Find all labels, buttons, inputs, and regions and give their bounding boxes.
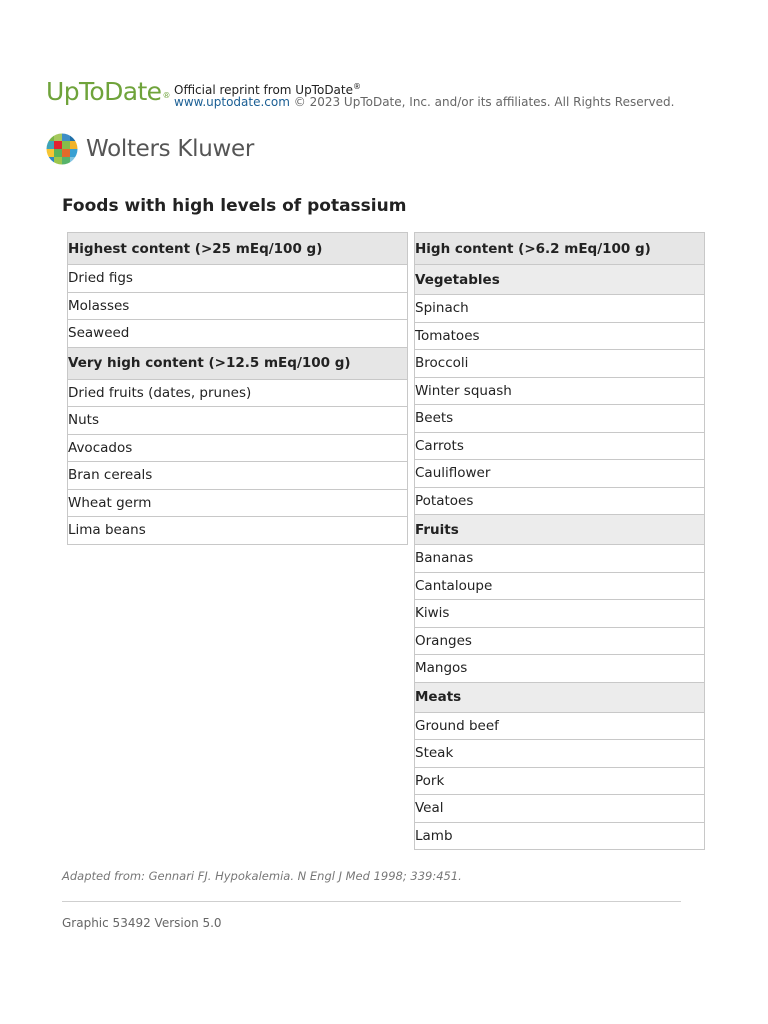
food-item-row (68, 517, 408, 545)
food-item: Bananas (415, 545, 705, 573)
food-item-row (415, 432, 705, 460)
uptodate-link[interactable]: www.uptodate.com (174, 95, 290, 109)
divider (62, 901, 681, 902)
food-item-row (68, 292, 408, 320)
food-item: Potatoes (415, 487, 705, 515)
food-item-row (68, 320, 408, 348)
category-heading-row (68, 347, 408, 379)
food-group-heading-row (415, 265, 705, 295)
food-item: Wheat germ (68, 489, 408, 517)
food-item: Oranges (415, 627, 705, 655)
food-item: Veal (415, 795, 705, 823)
wolters-kluwer-globe-icon (46, 133, 78, 165)
food-item-row (68, 489, 408, 517)
food-item: Seaweed (68, 320, 408, 348)
food-item: Cantaloupe (415, 572, 705, 600)
food-item: Ground beef (415, 712, 705, 740)
category-heading-row (415, 233, 705, 265)
food-item: Lima beans (68, 517, 408, 545)
food-item-row (415, 350, 705, 378)
food-item: Dried figs (68, 265, 408, 293)
category-heading: High content (>6.2 mEq/100 g) (415, 233, 705, 265)
food-item: Spinach (415, 295, 705, 323)
reprint-mark: ® (353, 82, 361, 91)
source-citation: Adapted from: Gennari FJ. Hypokalemia. N Engl J Med 1998; 339:451. (62, 869, 462, 883)
food-group-heading: Meats (415, 682, 705, 712)
reprint-header (46, 76, 726, 116)
food-item-row (415, 322, 705, 350)
food-item: Tomatoes (415, 322, 705, 350)
food-item-row (415, 600, 705, 628)
food-group-heading-row (415, 515, 705, 545)
food-item-row (415, 712, 705, 740)
food-item: Kiwis (415, 600, 705, 628)
left-potassium-table (67, 232, 408, 545)
food-item: Dried fruits (dates, prunes) (68, 379, 408, 407)
food-item: Beets (415, 405, 705, 433)
food-item: Nuts (68, 407, 408, 435)
brand-name: UpToDate (46, 77, 162, 106)
food-item-row (68, 462, 408, 490)
food-item-row (68, 379, 408, 407)
food-item-row (415, 822, 705, 850)
food-item-row (415, 572, 705, 600)
food-item: Winter squash (415, 377, 705, 405)
category-heading: Very high content (>12.5 mEq/100 g) (68, 347, 408, 379)
food-item: Pork (415, 767, 705, 795)
graphic-version: Graphic 53492 Version 5.0 (62, 916, 222, 930)
food-group-heading: Fruits (415, 515, 705, 545)
right-potassium-table (414, 232, 705, 850)
food-item: Cauliflower (415, 460, 705, 488)
reprint-text: Official reprint from UpToDate (174, 83, 353, 97)
brand-mark: ® (162, 91, 170, 100)
copyright-line (174, 95, 674, 110)
food-item: Avocados (68, 434, 408, 462)
food-item-row (415, 767, 705, 795)
copyright-text: © 2023 UpToDate, Inc. and/or its affiliates. All Rights Reserved. (293, 95, 675, 109)
food-item-row (415, 655, 705, 683)
food-item-row (415, 740, 705, 768)
food-item: Molasses (68, 292, 408, 320)
food-item-row (415, 377, 705, 405)
food-item: Carrots (415, 432, 705, 460)
food-item-row (68, 407, 408, 435)
food-item-row (415, 460, 705, 488)
category-heading-row (68, 233, 408, 265)
food-item-row (415, 487, 705, 515)
publisher-logo (46, 132, 266, 164)
food-item: Bran cereals (68, 462, 408, 490)
food-group-heading-row (415, 682, 705, 712)
publisher-name: Wolters Kluwer (86, 136, 255, 162)
food-item: Lamb (415, 822, 705, 850)
food-item-row (415, 627, 705, 655)
food-group-heading: Vegetables (415, 265, 705, 295)
food-item: Mangos (415, 655, 705, 683)
uptodate-logo[interactable] (46, 76, 170, 108)
food-item-row (415, 405, 705, 433)
category-heading: Highest content (>25 mEq/100 g) (68, 233, 408, 265)
food-item-row (68, 434, 408, 462)
food-item-row (415, 545, 705, 573)
food-item: Steak (415, 740, 705, 768)
food-item-row (68, 265, 408, 293)
page-title: Foods with high levels of potassium (62, 196, 407, 216)
food-item: Broccoli (415, 350, 705, 378)
food-item-row (415, 795, 705, 823)
food-item-row (415, 295, 705, 323)
